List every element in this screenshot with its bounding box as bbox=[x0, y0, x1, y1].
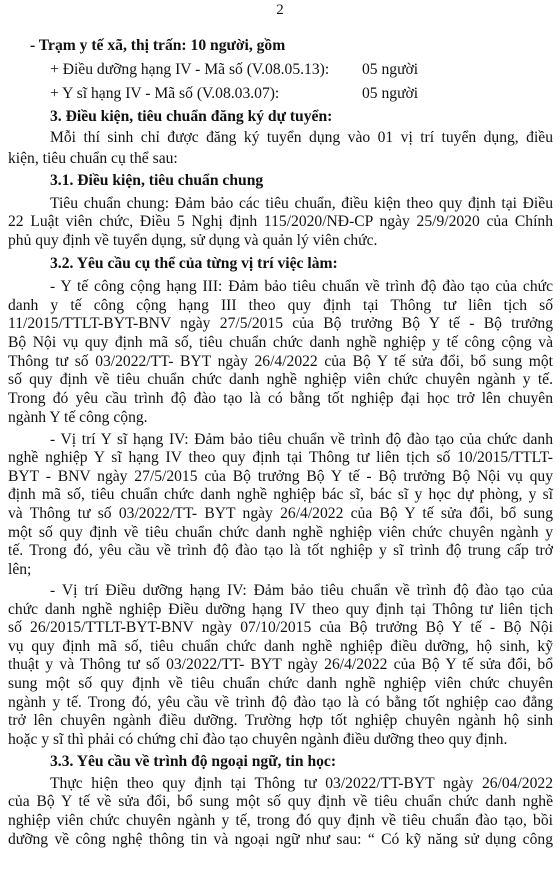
ytcc-line: Trong đó yêu cầu trình độ đào tạo là có bằng tốt nghiệp đại học trở lên chuyên bbox=[8, 389, 553, 407]
dieu-duong-line: trở lên chuyên ngành điều dưỡng. Trường hợp tốt nghiệp chuyên ngành hộ sinh bbox=[8, 712, 553, 730]
section-3-3-line: dưỡng về công nghệ thông tin và ngoại ngữ như sau: “ Có kỹ năng sử dụng công bbox=[8, 830, 553, 848]
ytcc-line: danh y tế công cộng hạng III theo quy định tại Thông tư liên tịch số bbox=[8, 296, 553, 314]
dieu-duong-line: - Vị trí Điều dưỡng hạng IV: Đảm bảo tiêu chuẩn về trình độ đào tạo của bbox=[50, 581, 553, 599]
section-3-1-line: 22 Luật viên chức, Điều 5 Nghị định 115/2020/NĐ-CP ngày 25/9/2020 của Chính bbox=[8, 213, 553, 231]
item-y-si-label: + Y sĩ hạng IV - Mã số (V.08.03.07): bbox=[50, 84, 280, 102]
ytcc-line: - Y tế công cộng hạng III: Đảm bảo tiêu chuẩn về trình độ đào tạo của chức bbox=[50, 278, 553, 296]
ytcc-line: ngành Y tế công cộng. bbox=[8, 408, 148, 426]
item-dieu-duong-label: + Điều dưỡng hạng IV - Mã số (V.08.05.13): bbox=[50, 60, 330, 78]
ysi-line: định mã số, tiêu chuẩn chức danh nghề nghiệp bác sĩ, bác sĩ y học dự phòng, y sĩ bbox=[8, 486, 553, 504]
ytcc-line: 11/2015/TTLT-BYT-BNV ngày 27/5/2015 của Bộ trưởng Bộ Y tế - Bộ trưởng bbox=[8, 315, 553, 333]
section-3-heading: 3. Điều kiện, tiêu chuẩn đăng ký dự tuyển: bbox=[50, 108, 333, 126]
section-3-3-heading: 3.3. Yêu cầu về trình độ ngoại ngữ, tin học: bbox=[50, 752, 337, 770]
section-3-2-heading: 3.2. Yêu cầu cụ thể của từng vị trí việc làm: bbox=[50, 255, 338, 273]
ysi-line: nghề nghiệp Y sĩ hạng IV theo quy định tại Thông tư liên tịch số 10/2015/TTLT- bbox=[8, 449, 553, 467]
section-3-1-heading: 3.1. Điều kiện, tiêu chuẩn chung bbox=[50, 171, 264, 189]
section-3-line: kiện, tiêu chuẩn cụ thể sau: bbox=[8, 149, 178, 167]
section-3-3-line: nghiệp viên chức chuyên ngành y tế, trong đó quy định về tiêu chuẩn đào tạo, bồi bbox=[8, 812, 553, 830]
ysi-line: và Thông tư số 03/2022/TT- BYT ngày 26/4/2022 của Bộ Y tế sửa đổi, bổ sung bbox=[8, 504, 553, 522]
ytcc-line: Thông tư số 03/2022/TT- BYT ngày 26/4/2022 của Bộ Y tế sửa đổi, bổ sung một bbox=[8, 352, 553, 370]
section-3-1-line: phủ quy định về tuyển dụng, sử dụng và quản lý viên chức. bbox=[8, 231, 378, 249]
section-3-1-line: Tiêu chuẩn chung: Đảm bảo các tiêu chuẩn, điều kiện theo quy định tại Điều bbox=[50, 194, 553, 212]
ysi-line: một số quy định về tiêu chuẩn chức danh nghề nghiệp viên chức chuyên ngành y bbox=[8, 523, 553, 541]
section-3-3-line: của Bộ Y tế về sửa đổi, bổ sung một số quy định về tiêu chuẩn chức danh nghề bbox=[8, 793, 553, 811]
page-number: 2 bbox=[276, 2, 284, 18]
ytcc-line: Bộ Nội vụ quy định mã số, tiêu chuẩn chức danh nghề nghiệp y tế công cộng và bbox=[8, 334, 553, 352]
ytcc-line: số quy định về tiêu chuẩn chức danh nghề nghiệp viên chức chuyên ngành y tế. bbox=[8, 371, 553, 389]
ysi-line: tế. Trong đó, yêu cầu về trình độ đào tạo là tốt nghiệp y sĩ trình độ trung cấp trở bbox=[8, 542, 553, 560]
section-3-3-line: Thực hiện theo quy định tại Thông tư 03/2022/TT-BYT ngày 26/04/2022 bbox=[50, 774, 553, 792]
dieu-duong-line: hoặc y sĩ thì phải có chứng chỉ đào tạo chuyên ngành điều dưỡng theo quy định. bbox=[8, 730, 508, 748]
item-dieu-duong-count: 05 người bbox=[362, 60, 419, 78]
ysi-line: BYT - BNV ngày 27/5/2015 của Bộ trưởng Bộ Y tế - Bộ trưởng Bộ Nội vụ quy bbox=[8, 467, 553, 485]
dieu-duong-line: thuật y và Thông tư số 03/2022/TT- BYT ngày 26/4/2022 của Bộ Y tế sửa đổi, bổ bbox=[8, 656, 553, 674]
dieu-duong-line: sung một số quy định về tiêu chuẩn chức danh nghề nghiệp viên chức chuyên bbox=[8, 675, 553, 693]
ysi-line: lên; bbox=[8, 560, 32, 578]
dieu-duong-line: ngành y tế. Trong đó, yêu cầu về trình độ đào tạo là có bằng tốt nghiệp cao đẳng bbox=[8, 693, 553, 711]
dieu-duong-line: số 26/2015/TTLT-BYT-BNV ngày 07/10/2015 của Bộ trưởng Bộ Y tế - Bộ Nội bbox=[8, 619, 553, 637]
dieu-duong-line: vụ quy định mã số, tiêu chuẩn chức danh nghề nghiệp điều dưỡng, hộ sinh, kỹ bbox=[8, 637, 553, 655]
section-3-line: Mỗi thí sinh chỉ được đăng ký tuyển dụng vào 01 vị trí tuyển dụng, điều bbox=[50, 129, 553, 147]
ysi-line: - Vị trí Y sĩ hạng IV: Đảm bảo tiêu chuẩn về trình độ đào tạo của chức danh bbox=[50, 430, 553, 448]
dieu-duong-line: chức danh nghề nghiệp Điều dưỡng hạng IV theo quy định tại Thông tư liên tịch bbox=[8, 600, 553, 618]
item-y-si-count: 05 người bbox=[362, 84, 419, 102]
tram-y-te-heading: - Trạm y tế xã, thị trấn: 10 người, gồm bbox=[30, 37, 286, 55]
